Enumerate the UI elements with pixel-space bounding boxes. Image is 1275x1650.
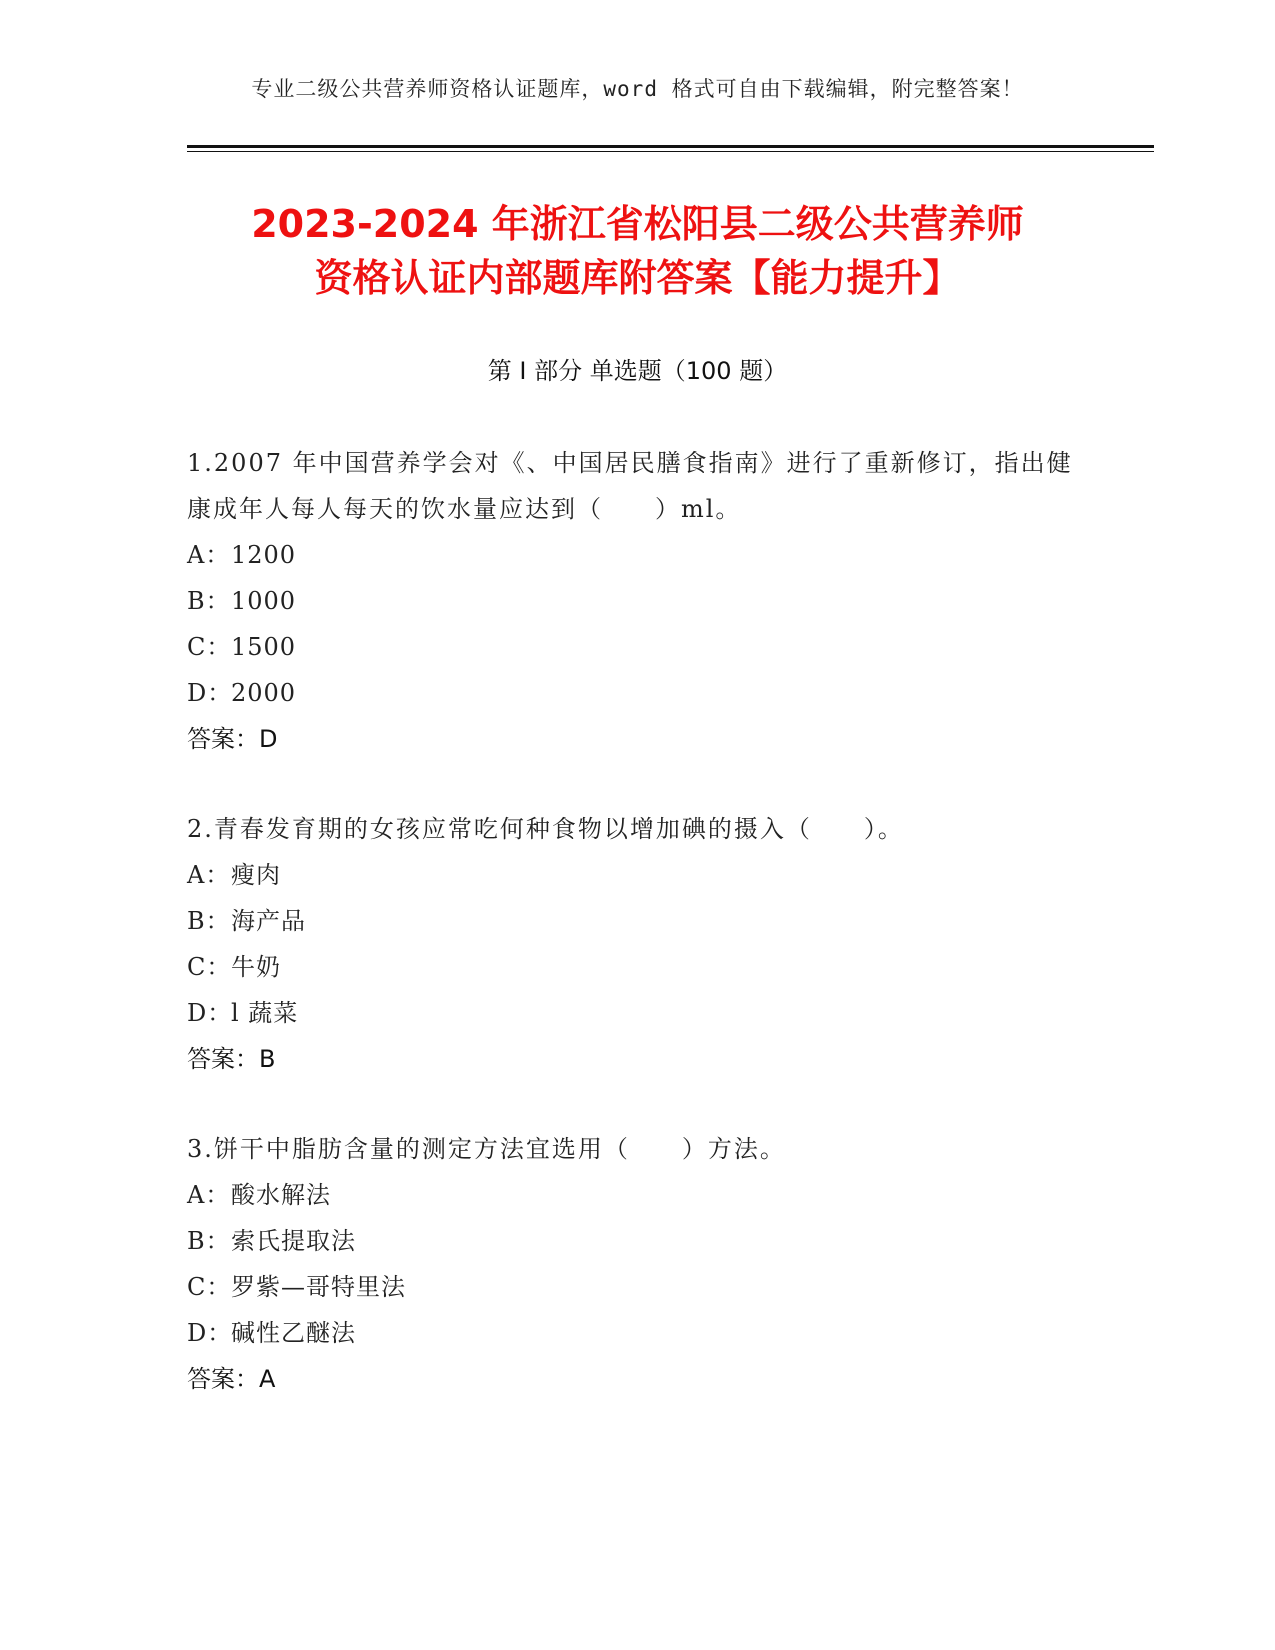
option-letter: A： <box>187 1181 231 1209</box>
option-text: 酸水解法 <box>231 1181 331 1209</box>
answer-line: 答案：B <box>187 1045 276 1073</box>
option-text: 罗紫—哥特里法 <box>231 1273 406 1301</box>
option-text: 索氏提取法 <box>231 1227 356 1255</box>
option-c <box>187 624 1087 670</box>
question-list <box>187 440 1087 1446</box>
option-text: 1000 <box>231 587 297 615</box>
option-letter: B： <box>187 587 231 615</box>
option-b <box>187 1218 1087 1264</box>
question-stem: 3.饼干中脂肪含量的测定方法宜选用（ ）方法。 <box>187 1135 786 1163</box>
document-title <box>187 197 1088 305</box>
header-rule-thick <box>187 145 1154 148</box>
question-2 <box>187 806 1087 1082</box>
option-d <box>187 670 1087 716</box>
option-c <box>187 944 1087 990</box>
option-letter: A： <box>187 861 231 889</box>
option-a <box>187 532 1087 578</box>
option-letter: D： <box>187 1319 233 1347</box>
question-1 <box>187 440 1087 762</box>
option-letter: A： <box>187 541 231 569</box>
answer-line: 答案：D <box>187 725 278 753</box>
option-letter: C： <box>187 953 232 981</box>
header-note: 专业二级公共营养师资格认证题库，word 格式可自由下载编辑，附完整答案！ <box>251 77 1024 101</box>
option-a <box>187 1172 1087 1218</box>
option-text: 1200 <box>231 541 297 569</box>
option-letter: B： <box>187 907 231 935</box>
option-d <box>187 990 1087 1036</box>
option-text: l 蔬菜 <box>231 999 299 1027</box>
option-text: 1500 <box>231 633 297 661</box>
option-text: 碱性乙醚法 <box>231 1319 356 1347</box>
header-rule-thin <box>187 151 1154 152</box>
title-line-1: 2023-2024 年浙江省松阳县二级公共营养师 <box>251 202 1024 246</box>
option-letter: B： <box>187 1227 231 1255</box>
option-b <box>187 578 1087 624</box>
question-stem: 2.青春发育期的女孩应常吃何种食物以增加碘的摄入（ ）。 <box>187 815 904 843</box>
option-d <box>187 1310 1087 1356</box>
option-letter: D： <box>187 679 233 707</box>
option-text: 牛奶 <box>231 953 281 981</box>
option-b <box>187 898 1087 944</box>
option-text: 瘦肉 <box>231 861 281 889</box>
section-heading: 第 I 部分 单选题（100 题） <box>487 357 788 385</box>
question-stem: 1.2007 年中国营养学会对《、中国居民膳食指南》进行了重新修订，指出健康成年人每人每天的饮水量应达到（ ）ml。 <box>187 449 1073 523</box>
title-line-2: 资格认证内部题库附答案【能力提升】 <box>314 256 961 300</box>
option-letter: C： <box>187 1273 232 1301</box>
question-3 <box>187 1126 1087 1402</box>
option-text: 海产品 <box>231 907 306 935</box>
option-letter: C： <box>187 633 232 661</box>
option-text: 2000 <box>231 679 297 707</box>
answer-line: 答案：A <box>187 1365 276 1393</box>
option-letter: D： <box>187 999 233 1027</box>
option-c <box>187 1264 1087 1310</box>
option-a <box>187 852 1087 898</box>
